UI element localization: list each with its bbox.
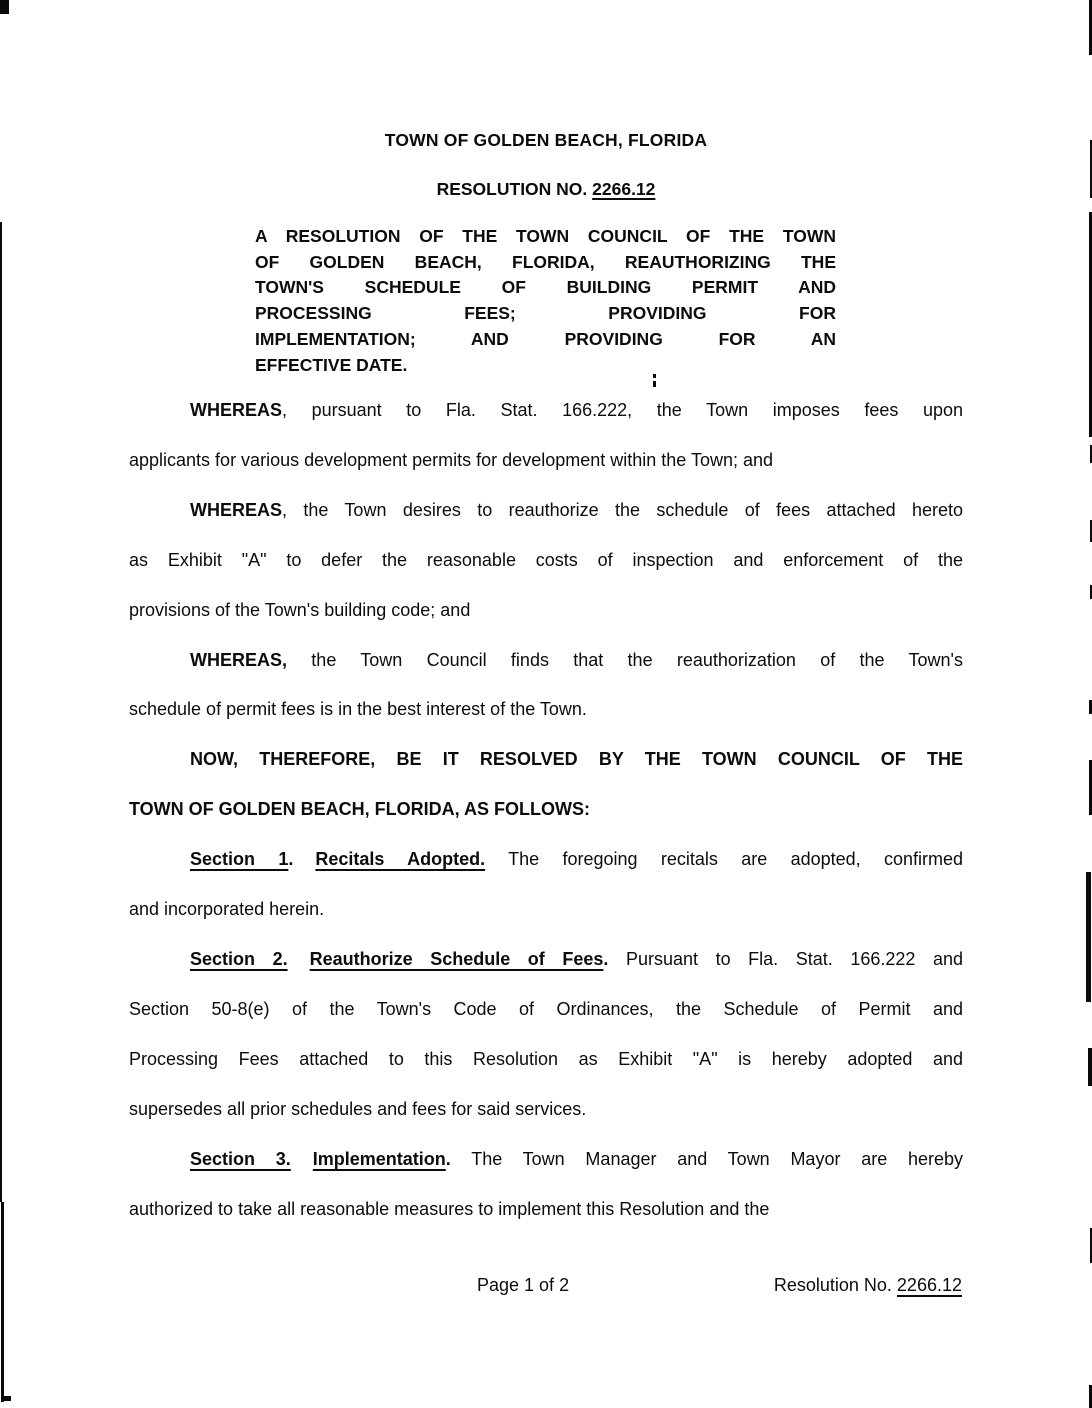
scan-artifact bbox=[653, 374, 656, 378]
resolution-number: 2266.12 bbox=[592, 179, 656, 199]
text-segment: Section 1 bbox=[190, 849, 289, 870]
resolution-caption bbox=[255, 224, 836, 378]
text-segment: . bbox=[288, 849, 294, 870]
caption-line: TOWN'S SCHEDULE OF BUILDING PERMIT AND bbox=[255, 277, 836, 298]
scan-artifact bbox=[0, 222, 2, 702]
caption-line: IMPLEMENTATION; AND PROVIDING FOR AN bbox=[255, 328, 836, 349]
text-segment: applicants for various development permits for development within the Town; and bbox=[129, 449, 774, 470]
page-number: Page 1 of 2 bbox=[477, 1275, 570, 1295]
caption-line: EFFECTIVE DATE. bbox=[255, 354, 408, 375]
resolution-number-line bbox=[129, 178, 963, 200]
paragraph-line-whereas-2 bbox=[129, 586, 963, 636]
text-segment: Processing Fees attached to this Resolution as Exhibit "A" is hereby adopted and bbox=[129, 1048, 963, 1069]
caption-line: PROCESSING FEES; PROVIDING FOR bbox=[255, 303, 836, 324]
scan-artifact bbox=[1088, 1048, 1092, 1086]
text-segment: , the Town desires to reauthorize the schedule of fees attached hereto bbox=[282, 499, 963, 520]
scan-artifact bbox=[2, 1396, 11, 1401]
text-segment: WHEREAS, bbox=[190, 649, 288, 670]
text-segment: authorized to take all reasonable measures to implement this Resolution and the bbox=[129, 1198, 770, 1219]
paragraph-line-whereas-2 bbox=[129, 486, 963, 536]
text-segment: and incorporated herein. bbox=[129, 899, 325, 920]
paragraph-line-section-1 bbox=[129, 885, 963, 935]
text-segment: . bbox=[603, 948, 609, 969]
paragraph-line-section-1 bbox=[129, 835, 963, 885]
text-segment: Pursuant to Fla. Stat. 166.222 and bbox=[608, 948, 964, 969]
scan-artifact bbox=[1, 1202, 4, 1402]
text-segment: Section 3. bbox=[190, 1148, 291, 1169]
text-segment: . bbox=[445, 1148, 451, 1169]
text-segment: WHEREAS bbox=[190, 499, 283, 520]
paragraph-line-section-2 bbox=[129, 1035, 963, 1085]
text-segment: WHEREAS bbox=[190, 400, 283, 420]
paragraph-line-resolved-clause bbox=[129, 785, 963, 835]
scan-artifact bbox=[0, 702, 2, 1202]
paragraph-line-section-3 bbox=[129, 1185, 963, 1235]
paragraph-line-whereas-3 bbox=[129, 636, 963, 686]
paragraph-line-whereas-1 bbox=[129, 436, 963, 486]
text-segment: Recitals Adopted. bbox=[315, 849, 486, 870]
paragraph-line-whereas-2 bbox=[129, 536, 963, 586]
scan-artifact bbox=[653, 381, 656, 387]
text-segment: Reauthorize Schedule of Fees bbox=[309, 948, 604, 969]
caption-line: OF GOLDEN BEACH, FLORIDA, REAUTHORIZING THE bbox=[255, 251, 836, 272]
scan-artifact bbox=[1086, 872, 1091, 1002]
text-segment: Implementation bbox=[312, 1148, 446, 1169]
text-segment: NOW, THEREFORE, BE IT RESOLVED BY THE TOWN COUNCIL OF THE bbox=[190, 749, 963, 770]
caption-line: A RESOLUTION OF THE TOWN COUNCIL OF THE TOWN bbox=[255, 226, 836, 246]
resolution-label: RESOLUTION NO. bbox=[436, 179, 588, 199]
text-segment: provisions of the Town's building code; and bbox=[129, 599, 471, 620]
text-segment: , pursuant to Fla. Stat. 166.222, the Town imposes fees upon bbox=[282, 400, 963, 420]
page-footer bbox=[0, 1272, 1092, 1300]
footer-resolution-number: Resolution No. 2266.12 bbox=[773, 1275, 962, 1295]
paragraph-line-section-2 bbox=[129, 1085, 963, 1135]
text-segment: TOWN OF GOLDEN BEACH, FLORIDA, AS FOLLOWS: bbox=[129, 799, 590, 820]
paragraph-line-section-3 bbox=[129, 1135, 963, 1185]
paragraph-line-resolved-clause bbox=[129, 735, 963, 785]
document-title: TOWN OF GOLDEN BEACH, FLORIDA bbox=[384, 130, 708, 150]
text-segment: The foregoing recitals are adopted, confirmed bbox=[485, 849, 964, 870]
text-segment: Section 2. bbox=[190, 948, 288, 969]
paragraph-line-section-2 bbox=[129, 935, 963, 985]
paragraph-line-whereas-3 bbox=[129, 685, 963, 735]
text-segment: as Exhibit "A" to defer the reasonable costs of inspection and enforcement of the bbox=[129, 549, 963, 570]
text-segment: Section 50-8(e) of the Town's Code of Ordinances, the Schedule of Permit and bbox=[129, 998, 963, 1019]
scan-artifact bbox=[0, 0, 9, 14]
paragraph-line-whereas-1 bbox=[129, 386, 963, 436]
text-segment: the Town Council finds that the reauthorization of the Town's bbox=[287, 649, 963, 670]
document-body bbox=[129, 386, 963, 1234]
text-segment: The Town Manager and Town Mayor are hereby bbox=[450, 1148, 963, 1169]
paragraph-line-section-2 bbox=[129, 985, 963, 1035]
text-segment: supersedes all prior schedules and fees for said services. bbox=[129, 1098, 587, 1119]
text-segment: schedule of permit fees is in the best interest of the Town. bbox=[129, 699, 587, 720]
